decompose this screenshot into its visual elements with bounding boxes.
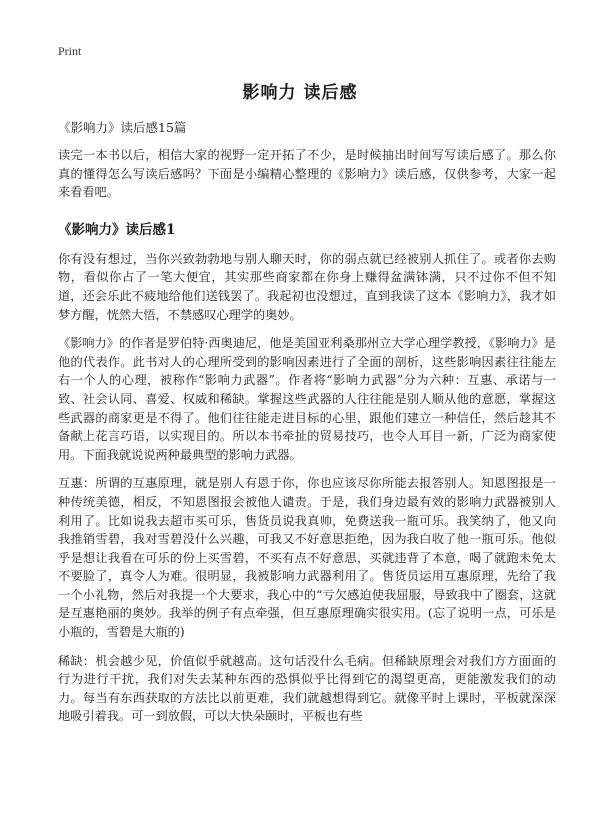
- body-paragraph-1: 你有没有想过，当你兴致勃勃地与别人聊天时，你的弱点就已经被别人抓住了。或者你去购物，看似你占了一笔大便宜，其实那些商家都在你身上赚得盆满钵满，只不过你不但不知道，还会乐此不疲地给他们送钱罢了。我起初也没想过，直到我读了这本《影响力》，我才如梦方醒，恍然大悟，不禁感叹心理学的奥妙。: [58, 251, 556, 322]
- body-paragraph-2: 《影响力》的作者是罗伯特·西奥迪尼，他是美国亚利桑那州立大学心理学教授，《影响力》是他的代表作。此书对人的心理所受到的影响因素进行了全面的剖析，这些影响因素往往能左右一个人的心理，被称作“影响力武器”。作者将“影响力武器”分为六种：互惠、承诺与一致、社会认同、喜爱、权威和稀缺。掌握这些武器的人往往能是别人顺从他的意愿，掌握这些武器的商家更是不得了。他们往往能走进目标的心里，跟他们建立一种信任，然后趁其不备献上花言巧语，以实现目的。所以本书牵扯的贸易技巧，也令人耳目一新，广泛为商家使用。下面我就说说两种最典型的影响力武器。: [58, 336, 556, 462]
- article-body: [58, 118, 556, 736]
- article-subtitle: 《影响力》读后感15篇: [58, 120, 187, 135]
- body-paragraph-4: 稀缺：机会越少见，价值似乎就越高。这句话没什么毛病。但稀缺原理会对我们方方面面的行为进行干扰，我们对失去某种东西的恐惧似乎比得到它的渴望更高，更能激发我们的动力。每当有东西获取的方法比以前更难，我们就越想得到它。就像平时上课时，平板就深深地吸引着我。可一到放假，可以大快朵颐时，平板也有些: [58, 653, 556, 724]
- page-title: 影响力 读后感: [242, 83, 358, 103]
- body-paragraph-3: 互惠：所谓的互惠原理，就是别人有恩于你，你也应该尽你所能去报答别人。知恩图报是一种传统美德，相反，不知恩图报会被他人谴责。于是，我们身边最有效的影响力武器被别人利用了。比如说我去超市买可乐，售货员说我真帅，免费送我一瓶可乐。我笑纳了，他又向我推销雪碧，我对雪碧没什么兴趣，可我又不好意思拒绝，因为我白收了他一瓶可乐。他似乎是想让我看在可乐的份上买雪碧，不买有点不好意思，买就违背了本意，喝了就跑未免太不要脸了，真令人为难。很明显，我被影响力武器利用了。售货员运用互惠原理，先给了我一个小礼物，然后对我提一个大要求，我心中的“亏欠感迫使我屈服，导致我中了圈套，这就是互惠艳丽的奥妙。我举的例子有点牵强，但互惠原理确实很实用。(忘了说明一点，可乐是小瓶的，雪碧是大瓶的): [58, 476, 556, 640]
- section-heading: 《影响力》读后感1: [58, 221, 176, 238]
- print-label[interactable]: Print: [58, 44, 82, 58]
- intro-paragraph: 读完一本书以后，相信大家的视野一定开拓了不少，是时候抽出时间写写读后感了。那么你真的懂得怎么写读后感吗？下面是小编精心整理的《影响力》读后感，仅供参考，大家一起来看看吧。: [58, 148, 556, 200]
